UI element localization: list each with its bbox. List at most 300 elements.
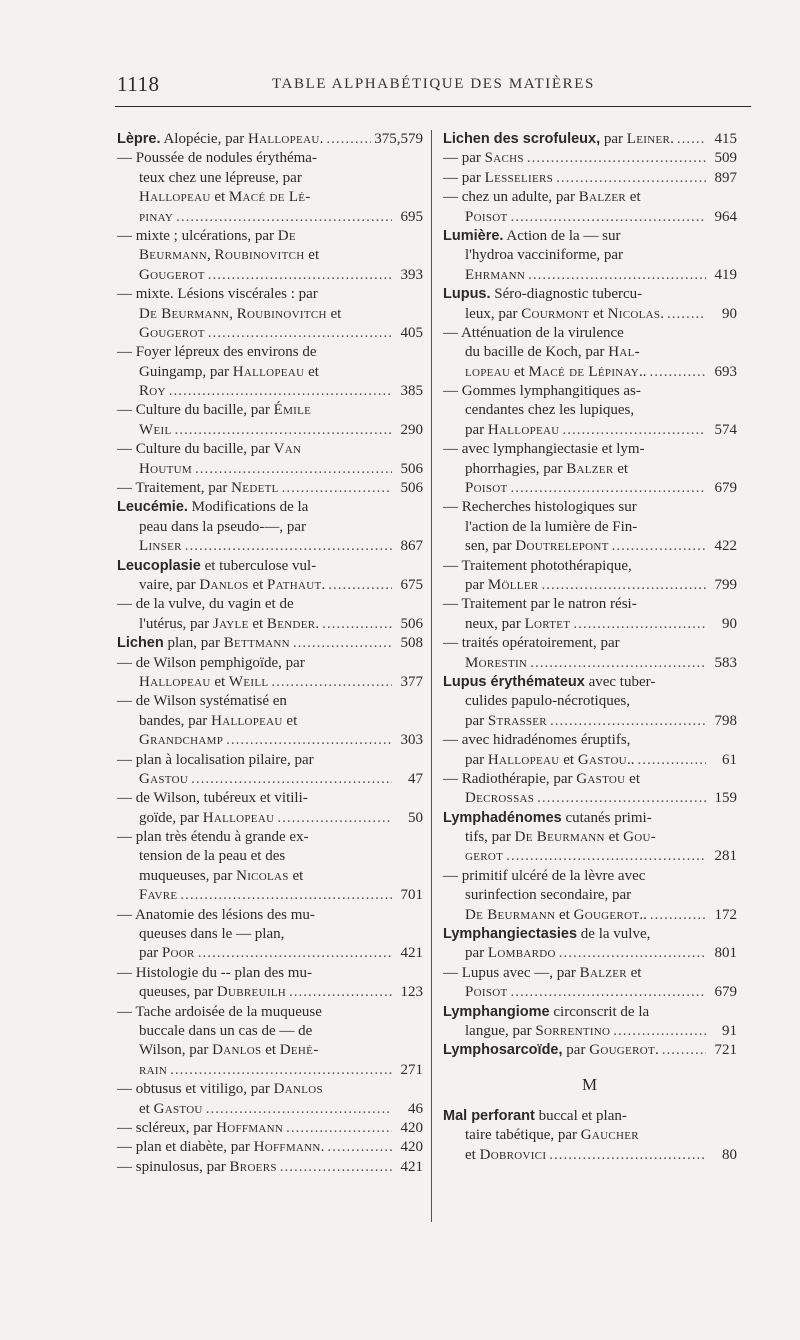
author-name: lopeau: [465, 363, 511, 380]
author-name: Hallopeau: [487, 421, 560, 438]
entry-text: l'hydroa vacciniforme, par: [465, 247, 624, 264]
author-name: Decrossas: [465, 790, 535, 807]
index-line: — par Lesseliers ..... 897: [443, 169, 737, 188]
index-line: [443, 285, 737, 304]
entry-text: traités opératoirement, par: [461, 635, 620, 652]
author-name: gerot: [465, 848, 504, 865]
entry-text: Recherches histologiques sur: [461, 499, 637, 516]
author-name: Jayle: [212, 615, 249, 632]
entry-text: chez un adulte, par: [461, 189, 579, 206]
entry-text: neux, par: [465, 615, 525, 632]
index-line: — de Wilson systématisé en: [117, 693, 287, 710]
leader-dots: [328, 576, 392, 595]
index-line: [443, 227, 737, 246]
entry-text: par: [139, 945, 162, 962]
entry-text: avec tuber-: [584, 673, 656, 690]
index-line: [117, 188, 423, 207]
page-reference: 90: [722, 615, 737, 632]
leader-dots: [537, 789, 706, 808]
leader-dots: [286, 1119, 392, 1138]
entry-text: et: [625, 770, 640, 787]
page-reference: 679: [714, 480, 737, 497]
page-reference: 377: [400, 673, 423, 690]
entry-text: plan très étendu à grande ex-: [135, 829, 309, 846]
entry-text: et: [304, 247, 320, 264]
index-line: — spinulosus, par Broers ..... 421: [117, 1158, 423, 1177]
index-line: [117, 1041, 423, 1060]
entry-text: Foyer lépreux des environs de: [135, 344, 317, 361]
index-entry: [117, 1119, 423, 1138]
entry-text: avec lymphangiectasie et lym-: [461, 441, 645, 458]
index-entry: [443, 169, 737, 188]
index-line: [443, 246, 737, 265]
index-line: — traités opératoirement, par: [443, 635, 620, 652]
index-entry: [117, 285, 423, 343]
index-entry: [443, 1041, 737, 1060]
index-entry: [117, 1080, 423, 1119]
index-line: — Traitement photothérapique,: [443, 557, 632, 574]
leader-dots: [650, 363, 706, 382]
page-reference: 46: [408, 1100, 423, 1117]
entry-text: .: [320, 1139, 325, 1156]
entry-text: Traitement photothérapique,: [461, 557, 632, 574]
entry-text: Séro-diagnostic tubercu-: [490, 286, 643, 303]
index-line: [443, 460, 737, 479]
index-entry: [443, 130, 737, 149]
index-line: [443, 266, 737, 285]
index-line: — mixte ; ulcérations, par De: [117, 227, 296, 244]
page-reference: 574: [714, 421, 737, 438]
index-entry: [117, 789, 423, 828]
index-line: [443, 847, 737, 866]
page-reference: 506: [400, 480, 423, 497]
page-reference: 693: [714, 363, 737, 380]
entry-text: Traitement, par: [135, 480, 232, 497]
index-line: — Foyer lépreux des environs de: [117, 344, 317, 361]
author-name: Balzer: [566, 460, 614, 477]
index-line: — scléreux, par Hoffmann ..... 420: [117, 1119, 423, 1138]
index-line: [443, 1146, 737, 1165]
author-name: Hallopeau: [232, 363, 305, 380]
index-line: [117, 1022, 423, 1041]
entry-text: .: [670, 131, 674, 147]
leader-dots: [612, 537, 706, 556]
index-line: [117, 983, 423, 1002]
page-reference: 695: [400, 208, 423, 225]
author-name: Balzer: [579, 964, 627, 981]
entry-text: plan, par: [163, 635, 224, 652]
author-name: Gou-: [623, 829, 657, 846]
index-line: [117, 1061, 423, 1080]
index-line: — plan à localisation pilaire, par: [117, 751, 314, 768]
index-line: [443, 421, 737, 440]
page-reference: 679: [714, 984, 737, 1001]
entry-text: Culture du bacille, par: [135, 441, 274, 458]
author-name: Sorrentino: [535, 1022, 611, 1039]
index-entry: [117, 1138, 423, 1157]
author-name: Strasser: [487, 712, 547, 729]
index-line: [443, 518, 737, 537]
leader-dots: [530, 654, 706, 673]
leader-dots: [170, 1061, 392, 1080]
entry-text: obtusus et vitiligo, par: [135, 1081, 274, 1098]
entry-text: .: [660, 305, 665, 322]
index-line: — de Wilson pemphigoïde, par: [117, 654, 305, 671]
index-line: [117, 925, 423, 944]
index-entry: [117, 401, 423, 440]
page-reference: 290: [400, 421, 423, 438]
index-entry: [117, 692, 423, 750]
author-name: Gastou: [576, 770, 626, 787]
author-name: Ehrmann: [465, 266, 526, 283]
author-name: Poisot: [465, 480, 508, 497]
index-line: [117, 518, 423, 537]
index-line: [117, 246, 423, 265]
entry-text: cutanés primi-: [561, 809, 652, 826]
index-entry: [443, 1003, 737, 1042]
entry-text: et: [326, 305, 342, 322]
index-line: [443, 615, 737, 634]
author-name: Dobrovici: [479, 1146, 547, 1163]
index-line: [117, 1100, 423, 1119]
entry-text: Wilson, par: [139, 1042, 213, 1059]
entry-text: langue, par: [465, 1022, 536, 1039]
author-name: Roy: [139, 383, 166, 400]
index-entry: [443, 498, 737, 556]
index-entry: [117, 828, 423, 906]
author-name: Roubinovitch: [236, 305, 327, 322]
index-entry: [117, 906, 423, 964]
author-name: Weill: [228, 673, 269, 690]
index-entry: [443, 440, 737, 498]
entry-text: mixte. Lésions viscérales : par: [135, 286, 318, 303]
entry-text: plan à localisation pilaire, par: [135, 751, 314, 768]
index-line: [443, 576, 737, 595]
index-line: [117, 615, 423, 634]
index-line: — obtusus et vitiligo, par Danlos: [117, 1081, 323, 1098]
leader-dots: [174, 421, 392, 440]
index-line: [443, 1022, 737, 1041]
author-name: Bender: [266, 615, 316, 632]
entry-text: par: [465, 712, 488, 729]
index-line: — Anatomie des lésions des mu-: [117, 906, 315, 923]
leader-dots: [511, 208, 706, 227]
page-reference: 393: [400, 266, 423, 283]
entry-text: circonscrit de la: [549, 1003, 650, 1020]
leader-dots: [322, 615, 392, 634]
author-name: Roubinovitch: [214, 247, 305, 264]
index-entry: [443, 867, 737, 925]
page-reference: 271: [400, 1061, 423, 1078]
author-name: Balzer: [578, 189, 627, 206]
index-line: [117, 557, 423, 576]
page-reference: 583: [714, 654, 737, 671]
index-line: — de la vulve, du vagin et de: [117, 596, 294, 613]
entry-text: buccale dans un cas de — de: [139, 1022, 313, 1039]
leader-dots: [556, 169, 706, 188]
index-line: [117, 169, 423, 188]
leader-dots: [573, 615, 706, 634]
author-name: Poor: [161, 945, 195, 962]
author-name: Hallopeau: [139, 189, 211, 206]
author-name: Doutrelepont: [515, 538, 609, 555]
index-entry: [117, 1158, 423, 1177]
headword: Lupus érythémateux: [443, 673, 585, 690]
entry-text: de la vulve,: [577, 926, 651, 943]
entry-text: par: [465, 576, 488, 593]
entry-text: surinfection secondaire, par: [465, 887, 632, 904]
entry-text: ..: [639, 906, 647, 923]
leader-dots: [662, 1041, 706, 1060]
leader-dots: [506, 847, 706, 866]
entry-text: Action de la — sur: [503, 227, 621, 244]
headword: Mal perforant: [443, 1107, 535, 1124]
index-line: — chez un adulte, par Balzer et: [443, 189, 641, 206]
author-name: Émile: [273, 402, 312, 419]
leader-dots: [180, 886, 392, 905]
index-entry: [117, 634, 423, 653]
entry-text: teux chez une lépreuse, par: [139, 169, 302, 186]
author-name: Möller: [487, 576, 539, 593]
entry-text: par: [461, 150, 485, 167]
author-name: Bettmann: [223, 635, 290, 652]
page-number: 1118: [117, 72, 160, 96]
entry-text: et: [248, 615, 267, 632]
index-line: — Tache ardoisée de la muqueuse: [117, 1003, 322, 1020]
index-line: [117, 634, 423, 653]
entry-text: par: [461, 169, 485, 186]
index-line: [117, 847, 423, 866]
leader-dots: [511, 479, 706, 498]
leader-dots: [277, 809, 392, 828]
page-reference: 675: [400, 576, 423, 593]
entry-text: du bacille de Koch, par: [465, 344, 609, 361]
index-line: — par Sachs ..... 509: [443, 149, 737, 168]
entry-text: mixte ; ulcérations, par: [135, 227, 278, 244]
running-title: TABLE ALPHABÉTIQUE DES MATIÈRES: [272, 76, 595, 92]
entry-text: et: [210, 673, 229, 690]
index-line: [117, 305, 423, 324]
index-line: [443, 1041, 737, 1060]
page-reference: 385: [400, 383, 423, 400]
page-reference: 798: [714, 712, 737, 729]
author-name: Dubreuilh: [216, 984, 287, 1001]
author-name: Nedetl: [231, 480, 279, 497]
author-name: Lesseliers: [484, 169, 554, 186]
entry-text: avec hidradénomes éruptifs,: [461, 732, 631, 749]
page-reference: 867: [400, 538, 423, 555]
index-line: [117, 886, 423, 905]
index-line: [117, 266, 423, 285]
index-line: [117, 944, 423, 963]
author-name: Danlos: [212, 1042, 262, 1059]
index-line: — plan très étendu à grande ex-: [117, 829, 309, 846]
page-reference: 799: [714, 576, 737, 593]
leader-dots: [541, 576, 706, 595]
headword: Leucémie.: [117, 499, 188, 516]
index-line: — de Wilson, tubéreux et vitili-: [117, 790, 308, 807]
index-line: [117, 731, 423, 750]
headword: Leucoplasie: [117, 557, 201, 574]
author-name: Hallopeau: [211, 712, 283, 729]
page-reference: 419: [714, 266, 737, 283]
entry-text: Anatomie des lésions des mu-: [134, 906, 315, 923]
page-reference: 801: [714, 945, 737, 962]
entry-text: par: [600, 131, 627, 147]
page-reference: 159: [714, 790, 737, 807]
index-entry: [117, 479, 423, 498]
page-reference: 123: [400, 984, 423, 1001]
leader-dots: [637, 751, 706, 770]
index-entry: [443, 382, 737, 440]
author-name: Gastou: [153, 1100, 203, 1117]
page-reference: 897: [714, 169, 737, 186]
entry-text: scléreux, par: [135, 1119, 217, 1136]
leader-dots: [326, 130, 371, 149]
entry-text: queuses dans le — plan,: [139, 926, 285, 943]
entry-text: et: [139, 1100, 154, 1117]
entry-text: et: [465, 1146, 480, 1163]
leader-dots: [667, 305, 706, 324]
right-column: [443, 130, 737, 1165]
leader-dots: [677, 130, 706, 149]
page-reference: 61: [722, 751, 737, 768]
index-line: [443, 208, 737, 227]
entry-text: taire tabétique, par: [465, 1127, 581, 1144]
index-line: [443, 305, 737, 324]
index-entry: [443, 595, 737, 634]
index-line: [443, 944, 737, 963]
index-line: — primitif ulcéré de la lèvre avec: [443, 867, 646, 884]
leader-dots: [282, 479, 392, 498]
entry-text: et tuberculose vul-: [200, 557, 317, 574]
entry-text: queuses, par: [139, 984, 217, 1001]
author-name: Hallopeau: [487, 751, 560, 768]
index-line: [117, 537, 423, 556]
index-line: [443, 886, 737, 905]
page-reference: 47: [408, 770, 423, 787]
index-line: [443, 1126, 737, 1145]
index-line: [117, 421, 423, 440]
index-line: [117, 130, 423, 149]
headword: Lymphosarcoïde,: [443, 1042, 563, 1059]
page-reference: 701: [400, 887, 423, 904]
author-name: Gaucher: [580, 1127, 639, 1144]
entry-text: Traitement par le natron rési-: [461, 596, 637, 613]
author-name: Gougerot: [589, 1042, 655, 1059]
index-line: [443, 809, 737, 828]
entry-text: et: [210, 189, 229, 206]
index-entry: [117, 964, 423, 1003]
index-line: [117, 382, 423, 401]
author-name: Gougerot: [139, 266, 205, 283]
index-line: [117, 576, 423, 595]
entry-text: Radiothérapie, par: [461, 770, 577, 787]
index-line: [117, 363, 423, 382]
author-name: Hoffmann: [216, 1119, 284, 1136]
leader-dots: [650, 906, 706, 925]
page-reference: 509: [714, 150, 737, 167]
author-name: Nicolas: [236, 867, 289, 884]
index-line: [443, 983, 737, 1002]
index-line: [443, 1107, 737, 1126]
index-line: [443, 654, 737, 673]
leader-dots: [528, 266, 706, 285]
headword: Lymphangiectasies: [443, 926, 578, 943]
index-entry: [117, 595, 423, 634]
index-line: [117, 712, 423, 731]
headword: Lupus.: [443, 286, 491, 303]
author-name: Lortet: [524, 615, 571, 632]
leader-dots: [550, 712, 706, 731]
entry-text: ..: [626, 751, 635, 768]
index-entry: [443, 925, 737, 964]
leader-dots: [185, 537, 392, 556]
author-name: pinay: [139, 208, 174, 225]
leader-dots: [327, 1138, 392, 1157]
index-line: — plan et diabète, par Hoffmann. ..... 420: [117, 1138, 423, 1157]
entry-text: leux, par: [465, 305, 522, 322]
author-name: Beurmann: [139, 247, 208, 264]
index-line: [443, 828, 737, 847]
index-entry: [117, 440, 423, 479]
entry-text: muqueuses, par: [139, 867, 237, 884]
entry-text: phorrhagies, par: [465, 460, 567, 477]
entry-text: par: [465, 945, 488, 962]
author-name: Macé de Lépinay: [528, 363, 640, 380]
index-entry: [117, 227, 423, 285]
page-reference: 508: [400, 635, 423, 652]
entry-text: et: [589, 305, 608, 322]
entry-text: et: [626, 964, 642, 981]
headword: Lymphangiome: [443, 1003, 550, 1020]
author-name: Sachs: [484, 150, 524, 167]
author-name: Hal-: [608, 344, 640, 361]
index-line: — Recherches histologiques sur: [443, 499, 637, 516]
entry-text: et: [559, 751, 578, 768]
index-line: [443, 537, 737, 556]
index-entry: [443, 324, 737, 382]
index-entry: [443, 809, 737, 867]
page-reference: 422: [714, 538, 737, 555]
page-reference: 172: [714, 906, 737, 923]
author-name: Nicolas: [607, 305, 661, 322]
page-reference: 80: [722, 1146, 737, 1163]
headword: Lichen: [117, 635, 164, 652]
page-reference: 421: [400, 945, 423, 962]
entry-text: tifs, par: [465, 829, 515, 846]
author-name: Danlos: [273, 1081, 323, 1098]
page-reference: 420: [400, 1119, 423, 1136]
entry-text: plan et diabète, par: [135, 1139, 254, 1156]
entry-text: Modifications de la: [187, 499, 309, 516]
page-reference: 415: [714, 131, 737, 147]
column-divider: [431, 130, 432, 1222]
entry-text: de Wilson systématisé en: [135, 693, 287, 710]
index-line: — Traitement par le natron rési-: [443, 596, 637, 613]
index-entry: [443, 557, 737, 596]
page-reference: 281: [714, 848, 737, 865]
page-reference: 506: [400, 460, 423, 477]
author-name: Macé de Lé-: [228, 189, 311, 206]
index-line: [117, 324, 423, 343]
entry-text: et: [248, 576, 268, 593]
index-line: [443, 401, 737, 420]
page-reference: 405: [400, 324, 423, 341]
index-entry: [117, 557, 423, 596]
author-name: Danlos: [199, 576, 249, 593]
entry-text: Tache ardoisée de la muqueuse: [135, 1003, 322, 1020]
